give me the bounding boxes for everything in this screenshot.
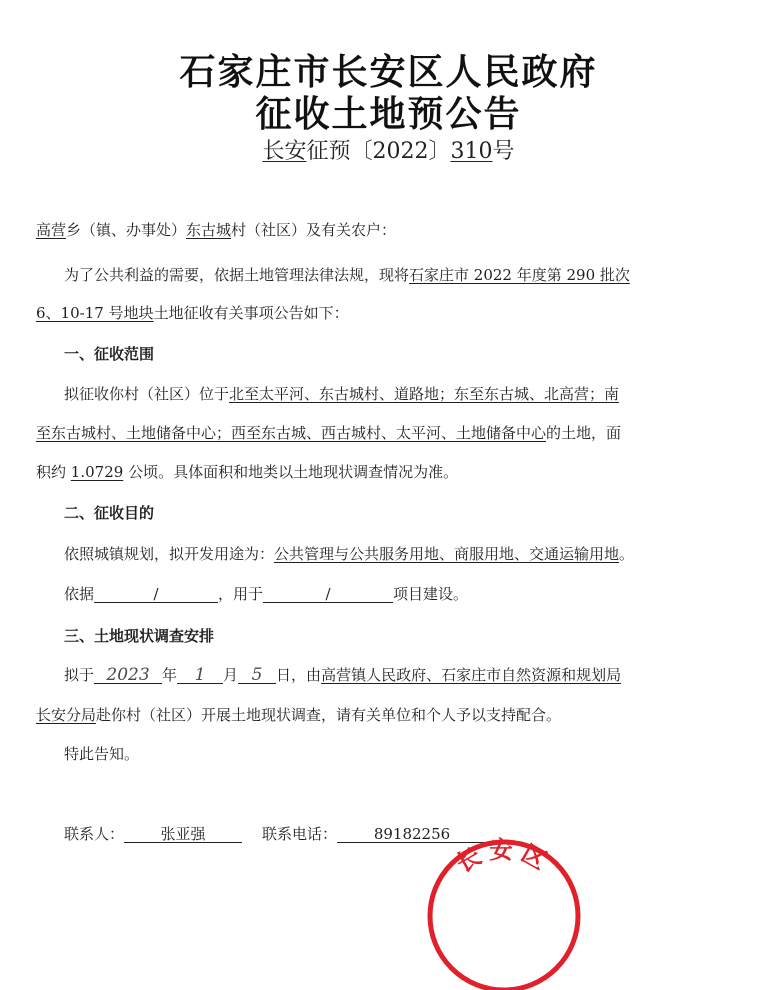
intro-text-a: 为了公共利益的需要，依据土地管理法律法规，现将 [64,266,410,284]
section3-org-b: 长安分局 [36,706,97,724]
addressee-village-suffix: 村（社区）及有关农户： [231,221,397,239]
section2-use-value: / [263,584,393,603]
section3-year: 2023 [94,665,162,684]
official-seal-stamp [424,830,584,990]
intro-line-2 [36,303,349,323]
section3-plan-label: 拟于 [64,666,95,684]
addressee-town-suffix: 乡（镇、办事处） [66,221,187,239]
section1-area: 1.0729 [70,463,124,481]
addressee-line [36,220,396,240]
section2-basis-value: / [94,584,218,603]
section3-text-b: 赴你村（社区）开展土地现状调查，请有关单位和个人予以支持配合。 [96,706,562,724]
section1-area-prefix: 积约 [36,463,67,481]
section2-purpose-line [64,544,634,564]
section2-basis-line [64,584,468,604]
section3-line-2 [36,705,561,725]
section3-month-label: 月 [223,666,239,684]
section3-heading: 三、土地现状调查安排 [64,627,215,645]
intro-line-1 [64,265,630,285]
contact-phone-label: 联系电话： [262,825,338,843]
seal-outer-ring [430,842,578,990]
doc-mid: 征预〔2022〕 [306,139,451,164]
section1-bounds-a: 北至太平河、东古城村、道路地；东至东古城、北高营；南 [229,385,620,403]
section1-text-b: 的土地，面 [546,424,622,442]
contact-phone: 89182256 [337,824,487,843]
addressee-town: 高营 [36,221,67,239]
contact-person: 张亚强 [124,824,242,843]
addressee-village: 东古城 [186,221,232,239]
contact-person-label: 联系人： [64,825,125,843]
section1-area-suffix: 公顷。具体面积和地类以土地现状调查情况为准。 [128,463,459,481]
section3-year-label: 年 [162,666,178,684]
section3-date-line [64,665,621,685]
section1-line-1 [64,384,619,404]
intro-project-a: 石家庄市 2022 年度第 290 批次 [409,266,630,284]
section1-line-2 [36,423,621,443]
closing-text: 特此告知。 [64,745,140,763]
section2-text-a: 依照城镇规划，拟开发用途为： [64,545,275,563]
doc-suffix: 号 [492,139,515,164]
notice-title-line1: 石家庄市长安区人民政府 [179,52,598,93]
section3-day-label: 日，由 [276,666,322,684]
section2-text-b: 。 [619,545,635,563]
section2-use-label: ，用于 [218,585,264,603]
section3-org-a: 高营镇人民政府、石家庄市自然资源和规划局 [321,666,622,684]
section2-heading: 二、征收目的 [64,504,155,522]
section1-heading: 一、征收范围 [64,345,155,363]
section2-basis-label: 依据 [64,585,95,603]
section1-line-3 [36,462,458,482]
doc-prefix: 长安 [262,139,307,164]
seal-text [451,836,556,878]
section3-month: 1 [177,665,223,684]
section1-bounds-b: 至东古城村、土地储备中心；西至东古城、西古城村、太平河、土地储备中心 [36,424,547,442]
intro-text-b: 土地征收有关事项公告如下： [153,304,349,322]
document-number [0,134,777,165]
section2-project-label: 项目建设。 [393,585,469,603]
section2-purpose: 公共管理与公共服务用地、商服用地、交通运输用地 [274,545,620,563]
notice-title-line2: 征收土地预公告 [255,94,522,135]
doc-number: 310 [450,139,493,164]
seal-text-path: 长安区 [451,836,557,879]
section1-text-a: 拟征收你村（社区）位于 [64,385,230,403]
intro-project-b: 6、10-17 号地块 [36,304,154,322]
section3-day: 5 [238,665,276,684]
